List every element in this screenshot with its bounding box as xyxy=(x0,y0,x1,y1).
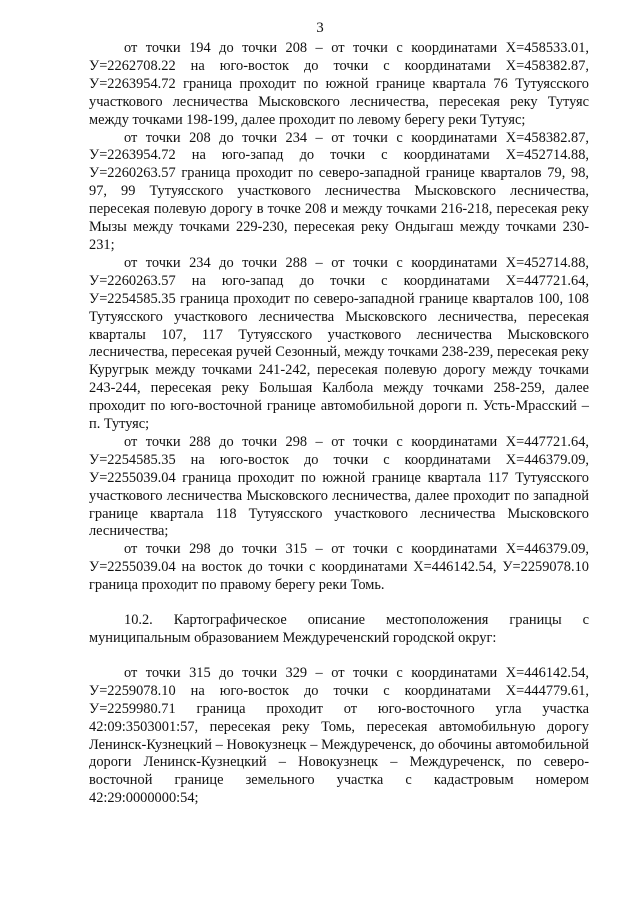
boundary-paragraph-208-234: от точки 208 до точки 234 – от точки с координатами Х=458382.87, У=2263954.72 на юго-запад до точки с координатами Х=452714.88, У=2260263.57 граница проходит по северо-западной границе кварталов 79, 98, 97, 99 Тутуясского участкового лесничества Мысковского лесничества, пересекая полевую дорогу в точке 208 и между точками 216-218, пересекая реку Мызы между точками 229-230, пересекая реку Ондыгаш между точками 230-231; xyxy=(89,129,589,253)
boundary-paragraph-234-288: от точки 234 до точки 288 – от точки с координатами Х=452714.88, У=2260263.57 на юго-запад до точки с координатами Х=447721.64, У=2254585.35 граница проходит по северо-западной границе кварталов 100, 108 Тутуясского участкового лесничества Мысковского лесничества, пересекая кварталы 107, 117 Тутуясского участкового лесничества Мысковского лесничества, пересекая ручей Сезонный, между точками 238-239, пересекая реку Куругрык между точками 241-242, пересекая полевую дорогу между точками 243-244, пересекая реку Большая Калбола между точками 258-259, далее проходит по юго-восточной границе автомобильной дороги п. Усть-Мрасский – п. Тутуяс; xyxy=(89,254,589,433)
boundary-paragraph-315-329: от точки 315 до точки 329 – от точки с координатами Х=446142.54, У=2259078.10 на юго-восток до точки с координатами Х=444779.61, У=2259980.71 граница проходит от юго-восточного угла участка 42:09:3503001:57, пересекая реку Томь, пересекая автомобильную дорогу Ленинск-Кузнецкий – Новокузнецк – Междуреченск, до обочины автомобильной дороги Ленинск-Кузнецкий – Новокузнецк – Междуреченск, по северо-восточной границе земельного участка с кадастровым номером 42:29:0000000:54; xyxy=(89,664,589,807)
section-heading-10-2: 10.2. Картографическое описание местоположения границы с муниципальным образованием Междуреченский городской округ: xyxy=(89,612,589,646)
boundary-paragraph-288-298: от точки 288 до точки 298 – от точки с координатами Х=447721.64, У=2254585.35 на юго-восток до точки с координатами Х=446379.09, У=2255039.04 граница проходит по южной границе квартала 117 Тутуясского участкового лесничества Мысковского лесничества, далее проходит по западной границе квартала 118 Тутуясского участкового лесничества Мысковского лесничества; xyxy=(89,433,589,540)
document-body xyxy=(89,40,589,808)
boundary-paragraph-194-208: от точки 194 до точки 208 – от точки с координатами Х=458533.01, У=2262708.22 на юго-восток до точки с координатами Х=458382.87, У=2263954.72 граница проходит по южной границе квартала 76 Тутуясского участкового лесничества Мысковского лесничества, пересекая реку Тутуяс между точками 198-199, далее проходит по левому берегу реки Тутуяс; xyxy=(89,40,589,128)
boundary-paragraph-298-315: от точки 298 до точки 315 – от точки с координатами Х=446379.09, У=2255039.04 на восток до точки с координатами Х=446142.54, У=2259078.10 граница проходит по правому берегу реки Томь. xyxy=(89,541,589,594)
page-number: 3 xyxy=(316,20,324,36)
section-spacer xyxy=(89,648,589,665)
